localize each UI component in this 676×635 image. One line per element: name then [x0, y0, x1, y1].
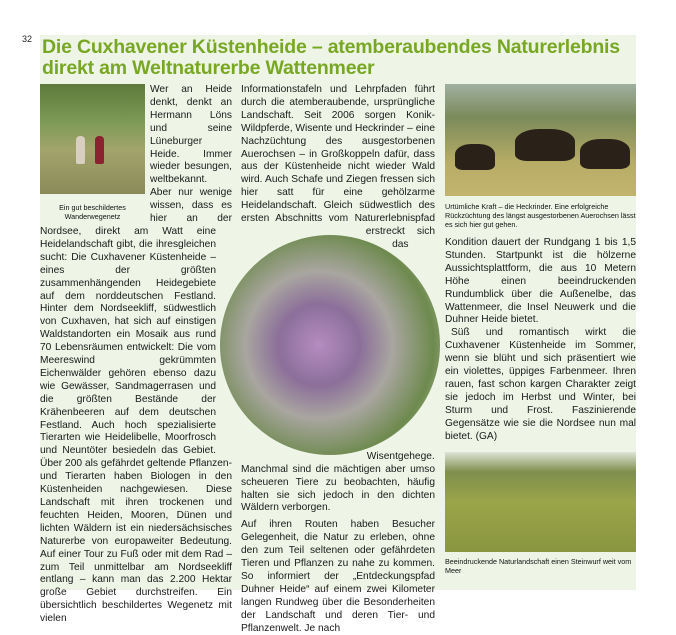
cattle-figure	[515, 129, 575, 161]
column-3	[445, 84, 636, 575]
landscape-photo	[445, 452, 636, 552]
hikers-figure	[40, 84, 145, 221]
cattle-figure	[455, 144, 495, 170]
cattle-caption: Urtümliche Kraft – die Heckrinder. Eine erfolgreiche Rückzüchtung des längst ausgestorbenen Auerochsen lässt es sich hier gut gehen.	[445, 202, 636, 229]
paragraph: Aber nur wenige wissen, dass es hier an der Nordsee, direkt am Watt eine Heidelandschaft gibt, die ihresgleichen sucht: Die Cuxhavener Küstenheide – eines der größten zusammenhängenden Heidegebiete auf dem norddeutschen Festland. Hinter dem Nordseekliff, südwestlich von Cuxhaven, hat sich auf einstigen Waldstandorten ein Mosaik aus rund 70 Lebensräumen entwickelt: Die vom Meereswind gekrümmten Eichenwälder gehören ebenso dazu wie Gewässer, Sandmagerrasen und die größten Bestände der Krähenbeeren auf dem deutschen Festland. Auch hoch spezialisierte Tierarten wie Heidelibelle, Moorfrosch und Neuntöter besiedeln das Gebiet. Über 200 als gefährdet geltende Pflanzen- und Tierarten haben Biologen in den Küstenheiden nachgewiesen. Diese Landschaft mit ihren trockenen und feuchten Heiden, Mooren, Dünen und lichten Wäldern ist ein niedersächsisches Naturerbe von europaweiter Bedeutung. Auf einer Tour zu Fuß oder mit dem Rad – zum Teil unmittelbar am Nordseekliff entlang – kann man das 2.200 Hektar große Gebiet durchstreifen. Ein übersichtlich beschildertes Wegenetz mit vielen	[40, 187, 232, 625]
paragraph: Kondition dauert der Rundgang 1 bis 1,5 Stunden. Startpunkt ist die hölzerne Aussichtsplattform, die aus 10 Metern Höhe einen beeindruckenden Rundumblick über die Außenelbe, das Wattenmeer, die Insel Neuwerk und die Duhner Heide bietet.	[445, 237, 636, 326]
column-2	[241, 84, 435, 635]
hiker-figure	[76, 136, 85, 164]
cattle-figure	[580, 139, 630, 169]
paragraph: Wer an Heide denkt, denkt an Hermann Löns und seine Lüneburger Heide. Immer wieder besungen, weltbekannt.	[150, 84, 232, 186]
hikers-caption: Ein gut beschildertes Wanderwegenetz	[59, 203, 126, 221]
paragraph: Informationstafeln und Lehrpfaden führt durch die atemberaubende, ursprüngliche Landschaft. Seit 2006 sorgen Konik-Wildpferde, Wisente und Heckrinder – eine Nachzüchtung des ausgestorbenen Auerochsen – in Großkoppeln dafür, dass aus der Küstenheide nicht wieder Wald wird. Auch Schafe und Ziegen fressen sich hier satt für eine gehölzarme Heidelandschaft. Gleich südwestlich des ersten Abschnitts vom Naturerlebnispfad erstreckt sich das Wisentgehege. Manchmal sind die mächtigen aber umso scheueren Tiere zu beobachten, häufig halten sie sich jedoch in den dichten Wäldern verborgen.	[241, 84, 435, 514]
paragraph: Süß und romantisch wirkt die Cuxhavener Küstenheide im Sommer, wenn sie blüht und sich präsentiert wie ein violettes, üppiges Farbenmeer. Ihren rauen, fast schon kargen Charakter zeigt sie jedoch im Herbst und Winter, bei Sturm und Frost. Faszinierende Gegensätze wie sie die Nordsee nun mal bietet. (GA)	[445, 327, 636, 442]
hikers-photo	[40, 84, 145, 194]
column-1	[40, 84, 232, 626]
cattle-photo	[445, 84, 636, 196]
article-title: Die Cuxhavener Küstenheide – atemberaubendes Naturerlebnis direkt am Weltnaturerbe Wattenmeer	[42, 36, 620, 79]
paragraph: Auf ihren Routen haben Besucher Gelegenheit, die Natur zu erleben, ohne den zum Teil seltenen oder gefährdeten Tieren und Pflanzen zu nahe zu kommen. So informiert der „Entdeckungspfad Duhner Heide“ auf einem zwei Kilometer langen Rundweg über die Besonderheiten der Landschaft und deren Tier- und Pflanzenwelt. Je nach	[241, 519, 435, 634]
hiker-figure	[95, 136, 104, 164]
landscape-caption: Beeindruckende Naturlandschaft einen Steinwurf weit vom Meer	[445, 556, 632, 575]
page-number: 32	[22, 34, 33, 44]
